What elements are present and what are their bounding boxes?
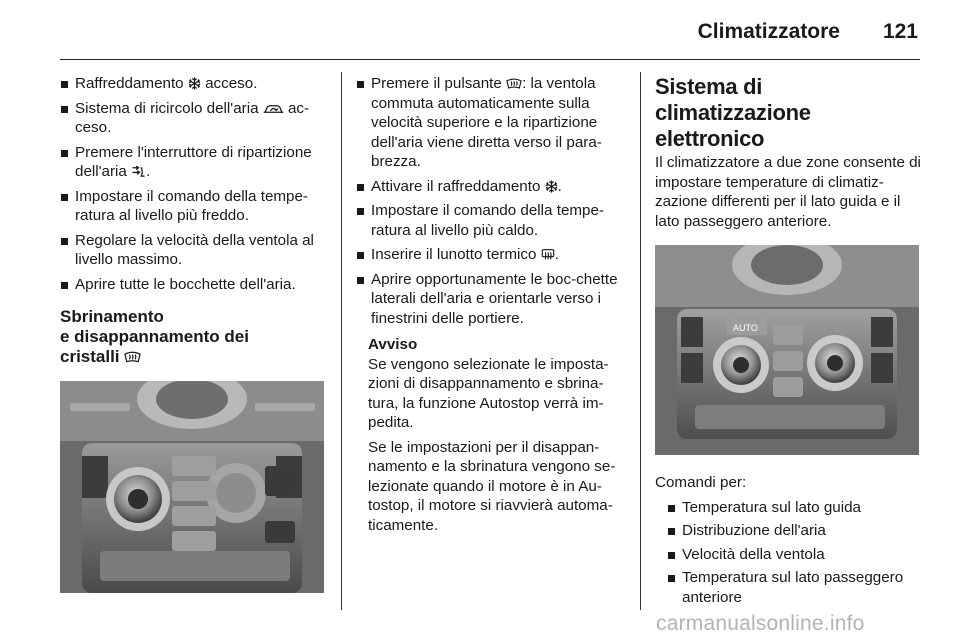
note-paragraph: Se vengono selezionate le imposta-zioni di disappannamento e sbrina-tura, la funzione Autostop verrà im-pedita. bbox=[368, 355, 609, 431]
list-item: Premere l'interruttore di ripartizione dell'aria . bbox=[60, 143, 328, 182]
bullet-list bbox=[667, 498, 923, 608]
list-item: Attivare il raffreddamento . bbox=[356, 177, 626, 197]
climate-panel-photo-manual bbox=[60, 381, 324, 593]
header-title: Climatizzatore bbox=[697, 20, 840, 43]
rear-window-heater-icon bbox=[541, 248, 555, 261]
list-item: Temperatura sul lato passeggero anteriore bbox=[667, 568, 923, 607]
note-title: Avviso bbox=[368, 336, 418, 353]
list-item: Aprire tutte le bocchette dell'aria. bbox=[60, 275, 328, 295]
watermark: carmanualsonline.info bbox=[656, 612, 865, 635]
column-middle bbox=[356, 74, 626, 540]
windscreen-defrost-icon bbox=[506, 77, 522, 90]
windscreen-defrost-icon bbox=[124, 350, 141, 364]
intro-paragraph: Il climatizzatore a due zone consente di impostare temperature di climatiz-zazione differenti per il lato guida e il lato passeggero anteriore. bbox=[655, 154, 921, 230]
list-item: Premere il pulsante : la ventola commuta automaticamente sulla velocità superiore e la ripartizione dell'aria viene diretta verso il para-brezza. bbox=[356, 74, 626, 172]
snowflake-icon bbox=[188, 77, 201, 90]
climate-panel-photo-electronic bbox=[655, 245, 919, 455]
list-item: Velocità della ventola bbox=[667, 545, 923, 565]
page-number: 121 bbox=[882, 20, 918, 43]
page-header bbox=[60, 14, 920, 60]
recirculation-icon bbox=[263, 102, 284, 115]
list-item: Distribuzione dell'aria bbox=[667, 521, 923, 541]
list-item: Inserire il lunotto termico . bbox=[356, 245, 626, 265]
section-heading: Sistema di climatizzazione elettronico bbox=[655, 74, 811, 151]
section-heading: Sbrinamento e disappannamento dei cristalli bbox=[60, 307, 249, 366]
snowflake-icon bbox=[545, 180, 558, 193]
column-right bbox=[655, 74, 923, 611]
column-divider bbox=[341, 72, 342, 610]
column-divider bbox=[640, 72, 641, 610]
note-paragraph: Se le impostazioni per il disappan-namento e la sbrinatura vengono se-lezionate quando il motore è in Au-tostop, il motore si riavvierà automa-ticamente. bbox=[368, 438, 616, 534]
list-item: Aprire opportunamente le boc-chette laterali dell'aria e orientarle verso i finestrini delle portiere. bbox=[356, 270, 626, 329]
bullet-list bbox=[60, 74, 328, 294]
list-item: Impostare il comando della tempe-ratura al livello più freddo. bbox=[60, 187, 328, 226]
air-distribution-icon bbox=[131, 165, 146, 178]
list-item: Regolare la velocità della ventola al livello massimo. bbox=[60, 231, 328, 270]
controls-label: Comandi per: bbox=[655, 474, 747, 491]
column-left bbox=[60, 74, 328, 593]
auto-label: AUTO bbox=[733, 323, 758, 333]
list-item: Impostare il comando della tempe-ratura al livello più caldo. bbox=[356, 201, 626, 240]
list-item: Sistema di ricircolo dell'aria ac-ceso. bbox=[60, 99, 328, 138]
bullet-list bbox=[356, 74, 626, 328]
list-item: Temperatura sul lato guida bbox=[667, 498, 923, 518]
list-item: Raffreddamento acceso. bbox=[60, 74, 328, 94]
